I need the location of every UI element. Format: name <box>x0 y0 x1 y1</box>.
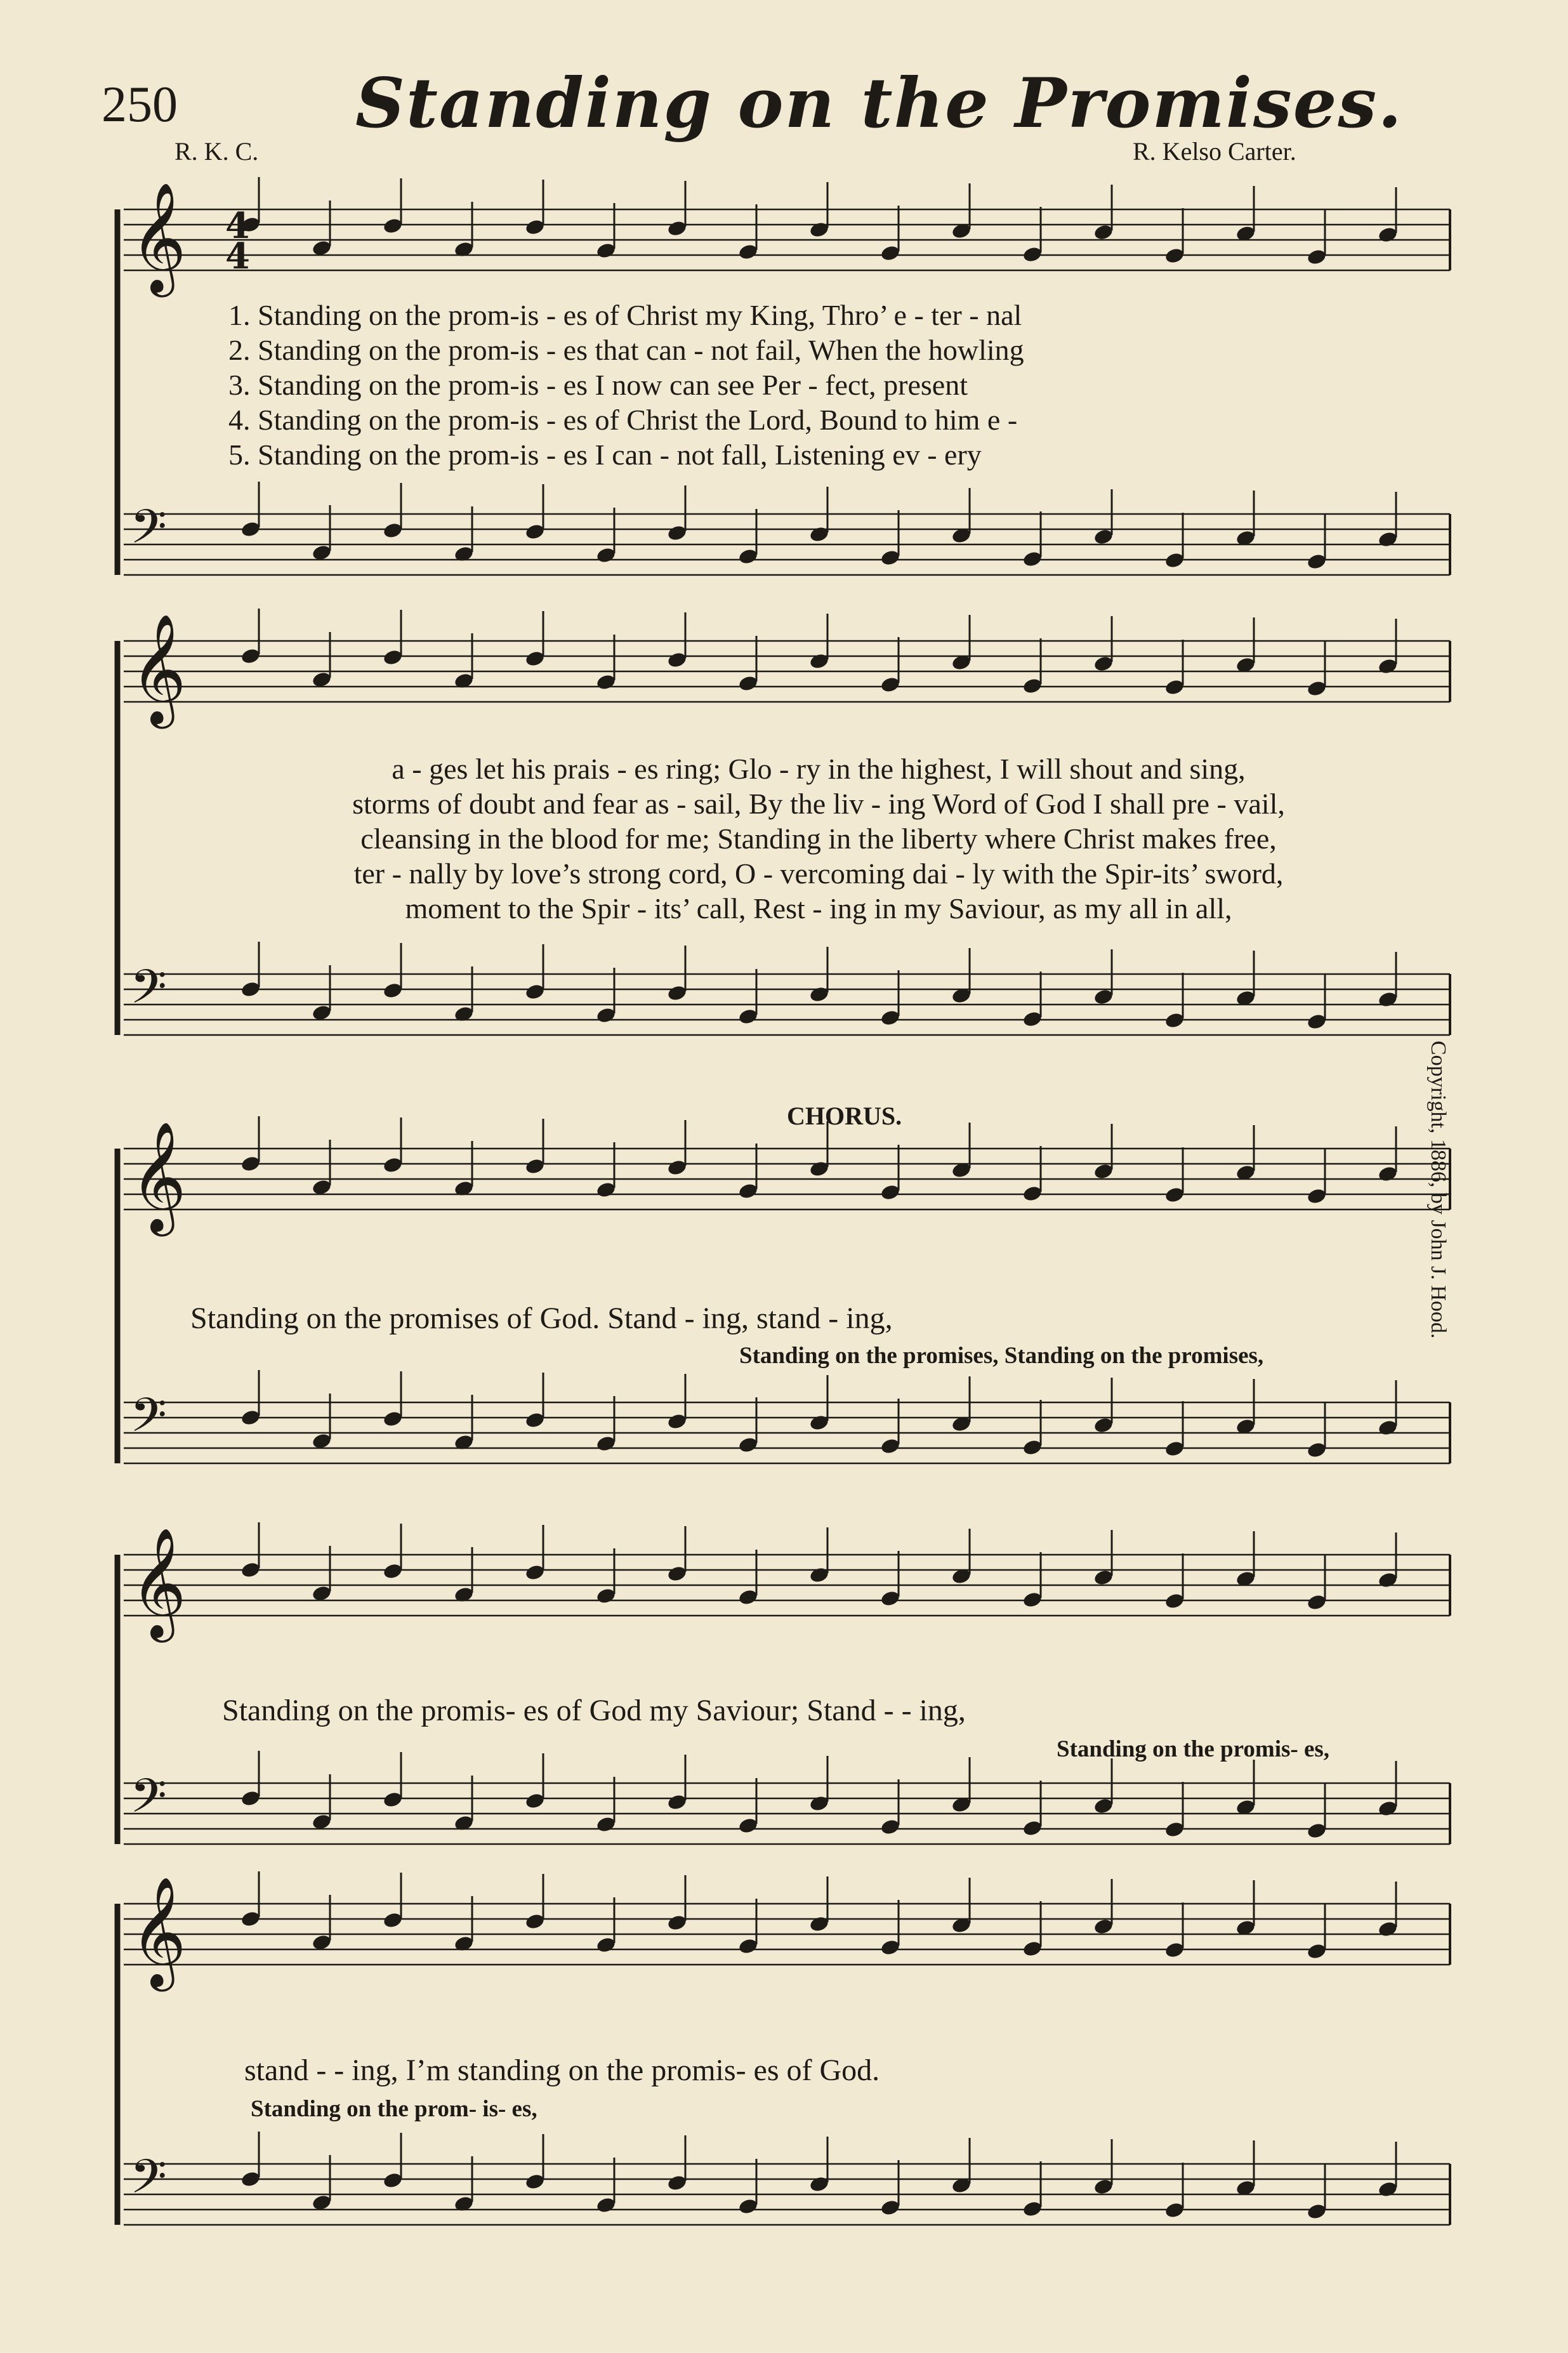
chorus-line-3: stand - - ing, I’m standing on the promis- es of God. <box>244 2053 880 2087</box>
chorus-line-1-alt: Standing on the promises, Standing on the promises, <box>739 1343 1264 1369</box>
verse-3-line-1: 3. Standing on the prom-is - es I now can see Per - fect, present <box>228 369 968 401</box>
hymn-title: Standing on the Promises. <box>355 63 1403 143</box>
bass-clef-icon: 𝄢 <box>130 2149 167 2216</box>
verse-3-line-2: cleansing in the blood for me; Standing in the liberty where Christ makes free, <box>360 822 1277 855</box>
verse-1-line-1: 1. Standing on the prom-is - es of Christ my King, Thro’ e - ter - nal <box>228 299 1022 331</box>
bass-clef-icon: 𝄢 <box>130 1388 167 1454</box>
time-signature-digit: 4 <box>225 235 250 277</box>
treble-clef-icon: 𝄞 <box>130 182 187 293</box>
time-signature-digit: 4 <box>225 205 250 247</box>
music-credit: R. Kelso Carter. <box>1133 137 1296 166</box>
words-credit: R. K. C. <box>175 137 259 166</box>
bass-clef-icon: 𝄢 <box>130 499 167 566</box>
verse-2-line-2: storms of doubt and fear as - sail, By the liv - ing Word of God I shall pre - vail, <box>352 788 1285 820</box>
page-number: 250 <box>102 77 178 133</box>
chorus-line-2: Standing on the promis- es of God my Saviour; Stand - - ing, <box>222 1694 966 1727</box>
treble-clef-icon: 𝄞 <box>130 1121 187 1232</box>
chorus-line-3-alt: Standing on the prom- is- es, <box>251 2096 537 2122</box>
verse-1-line-2: a - ges let his prais - es ring; Glo - ry in the highest, I will shout and sing, <box>392 753 1246 785</box>
chorus-line-1: Standing on the promises of God. Stand - ing, stand - ing, <box>190 1302 893 1335</box>
bass-clef-icon: 𝄢 <box>130 959 167 1026</box>
treble-clef-icon: 𝄞 <box>130 1527 187 1638</box>
copyright-notice: Copyright, 1886, by John J. Hood. <box>1426 1041 1450 1339</box>
verse-5-line-1: 5. Standing on the prom-is - es I can - not fall, Listening ev - ery <box>228 438 982 471</box>
verse-4-line-2: ter - nally by love’s strong cord, O - vercoming dai - ly with the Spir-its’ sword, <box>353 857 1284 890</box>
verse-4-line-1: 4. Standing on the prom-is - es of Christ the Lord, Bound to him e - <box>228 404 1018 436</box>
chorus-label: CHORUS. <box>787 1102 902 1130</box>
bass-clef-icon: 𝄢 <box>130 1769 167 1835</box>
treble-clef-icon: 𝄞 <box>130 1876 187 1987</box>
verse-2-line-1: 2. Standing on the prom-is - es that can - not fail, When the howling <box>228 334 1024 366</box>
treble-clef-icon: 𝄞 <box>130 614 187 724</box>
chorus-line-2-alt: Standing on the promis- es, <box>1057 1736 1330 1762</box>
verse-5-line-2: moment to the Spir - its’ call, Rest - ing in my Saviour, as my all in all, <box>405 892 1232 925</box>
